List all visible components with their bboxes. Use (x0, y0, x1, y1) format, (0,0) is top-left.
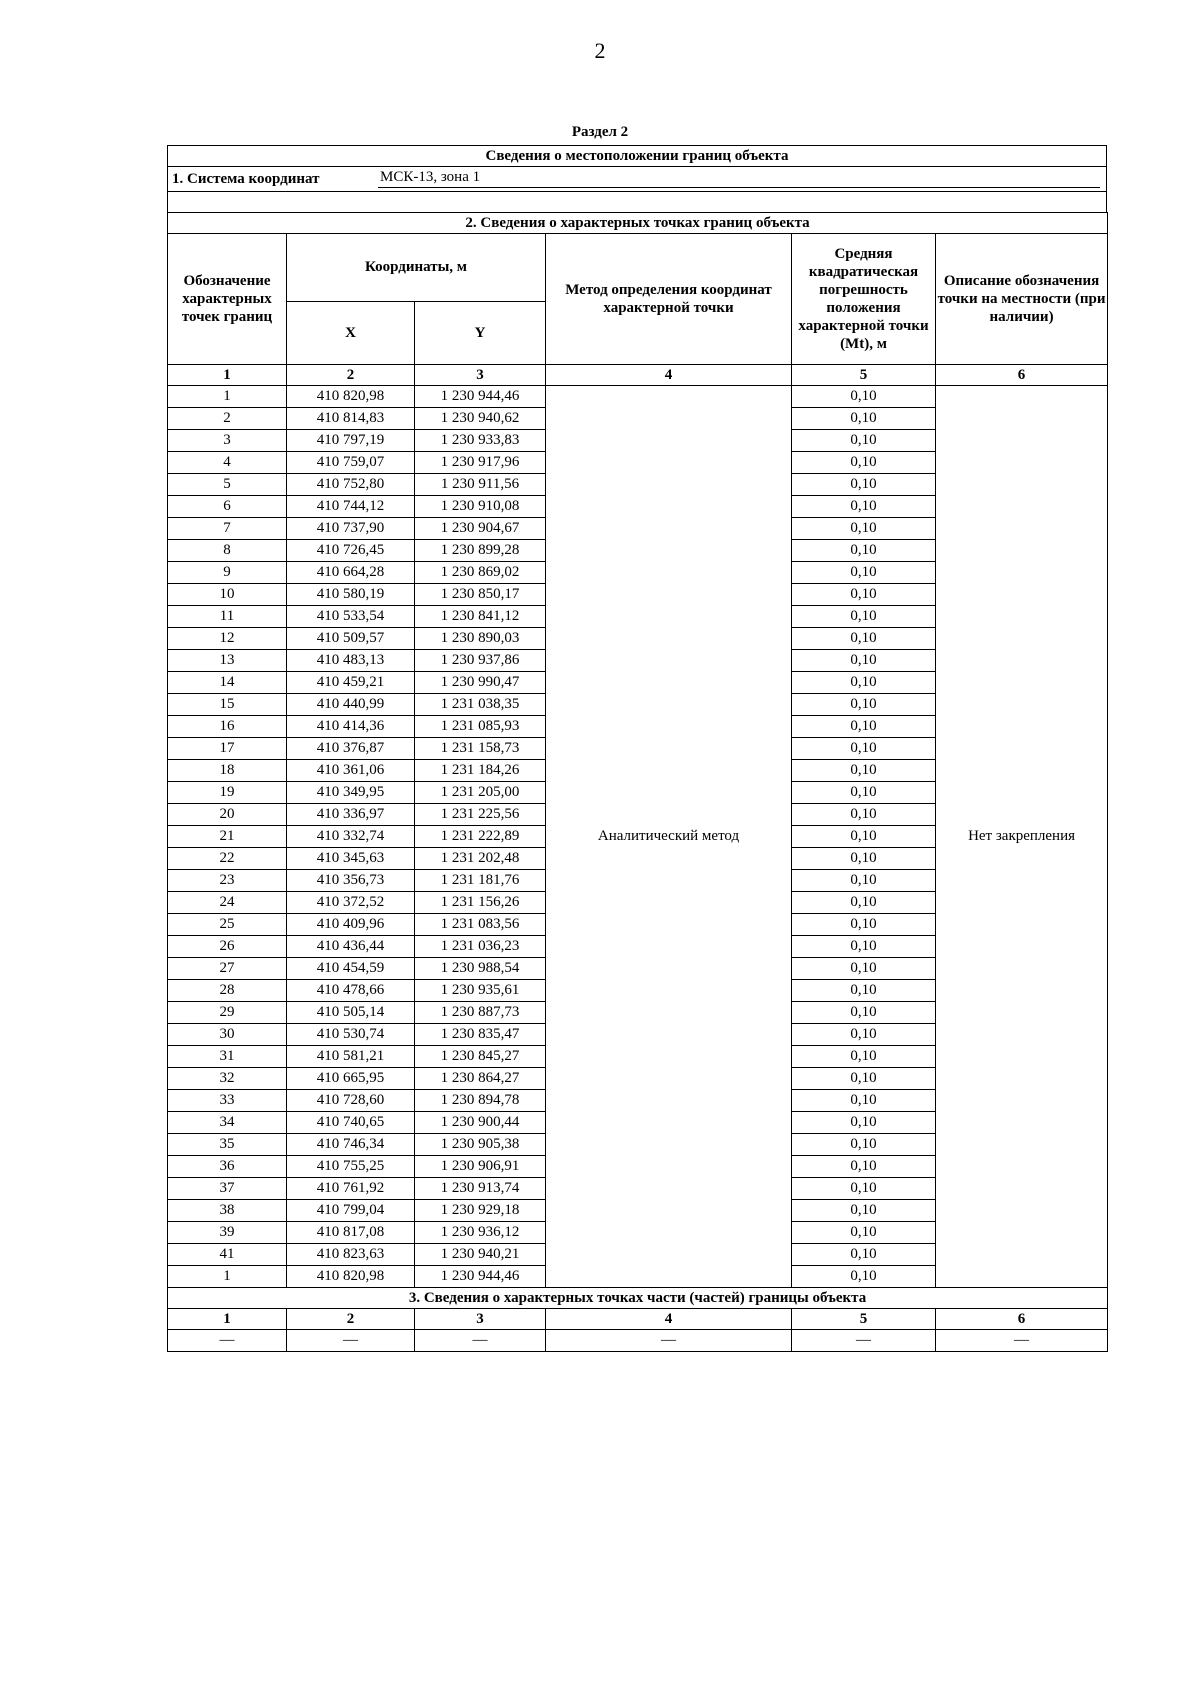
point-x: 410 332,74 (287, 826, 415, 848)
col-number: 1 (168, 365, 287, 386)
point-number: 20 (168, 804, 287, 826)
point-number: 16 (168, 716, 287, 738)
dash-cell: — (415, 1330, 546, 1352)
header-description: Описание обозначения точки на местности (при наличии) (936, 234, 1108, 365)
point-y: 1 230 933,83 (415, 430, 546, 452)
parts-column-numbers-row (168, 1309, 1108, 1330)
point-x: 410 533,54 (287, 606, 415, 628)
point-mt: 0,10 (792, 870, 936, 892)
point-mt: 0,10 (792, 518, 936, 540)
point-mt: 0,10 (792, 716, 936, 738)
point-y: 1 231 184,26 (415, 760, 546, 782)
point-y: 1 230 869,02 (415, 562, 546, 584)
point-mt: 0,10 (792, 496, 936, 518)
point-x: 410 349,95 (287, 782, 415, 804)
header-y: Y (415, 301, 546, 365)
point-number: 6 (168, 496, 287, 518)
point-x: 410 409,96 (287, 914, 415, 936)
point-number: 2 (168, 408, 287, 430)
col-number: 2 (287, 1309, 415, 1330)
col-number: 3 (415, 1309, 546, 1330)
point-y: 1 230 917,96 (415, 452, 546, 474)
point-mt: 0,10 (792, 1024, 936, 1046)
point-mt: 0,10 (792, 650, 936, 672)
point-mt: 0,10 (792, 386, 936, 408)
dash-cell: — (936, 1330, 1108, 1352)
point-mt: 0,10 (792, 408, 936, 430)
point-x: 410 505,14 (287, 1002, 415, 1024)
point-x: 410 746,34 (287, 1134, 415, 1156)
point-number: 23 (168, 870, 287, 892)
blank-row (168, 191, 1106, 212)
point-mt: 0,10 (792, 562, 936, 584)
dash-cell: — (287, 1330, 415, 1352)
points-table (167, 212, 1108, 1352)
point-mt: 0,10 (792, 1222, 936, 1244)
point-y: 1 230 894,78 (415, 1090, 546, 1112)
point-x: 410 454,59 (287, 958, 415, 980)
point-y: 1 230 988,54 (415, 958, 546, 980)
point-y: 1 231 202,48 (415, 848, 546, 870)
col-number: 1 (168, 1309, 287, 1330)
col-number: 6 (936, 1309, 1108, 1330)
parts-empty-row (168, 1330, 1108, 1352)
location-header (167, 145, 1107, 212)
col-number: 3 (415, 365, 546, 386)
point-mt: 0,10 (792, 980, 936, 1002)
point-y: 1 231 156,26 (415, 892, 546, 914)
col-number: 6 (936, 365, 1108, 386)
point-x: 410 799,04 (287, 1200, 415, 1222)
coord-system-row (168, 167, 1106, 191)
points-title: 2. Сведения о характерных точках границ объекта (168, 213, 1108, 234)
point-x: 410 581,21 (287, 1046, 415, 1068)
document-table-wrap (167, 145, 1107, 1352)
point-number: 39 (168, 1222, 287, 1244)
point-mt: 0,10 (792, 738, 936, 760)
col-number: 4 (546, 1309, 792, 1330)
point-y: 1 230 841,12 (415, 606, 546, 628)
point-mt: 0,10 (792, 826, 936, 848)
point-y: 1 230 906,91 (415, 1156, 546, 1178)
point-number: 13 (168, 650, 287, 672)
point-mt: 0,10 (792, 1200, 936, 1222)
point-x: 410 744,12 (287, 496, 415, 518)
header-method: Метод определения координат характерной точки (546, 234, 792, 365)
point-mt: 0,10 (792, 1156, 936, 1178)
point-y: 1 231 038,35 (415, 694, 546, 716)
point-mt: 0,10 (792, 474, 936, 496)
point-number: 38 (168, 1200, 287, 1222)
point-x: 410 376,87 (287, 738, 415, 760)
point-x: 410 755,25 (287, 1156, 415, 1178)
point-mt: 0,10 (792, 1134, 936, 1156)
point-number: 5 (168, 474, 287, 496)
point-x: 410 665,95 (287, 1068, 415, 1090)
point-y: 1 230 937,86 (415, 650, 546, 672)
point-number: 21 (168, 826, 287, 848)
point-mt: 0,10 (792, 1112, 936, 1134)
point-number: 7 (168, 518, 287, 540)
point-number: 10 (168, 584, 287, 606)
point-mt: 0,10 (792, 936, 936, 958)
point-y: 1 231 083,56 (415, 914, 546, 936)
point-x: 410 737,90 (287, 518, 415, 540)
point-number: 19 (168, 782, 287, 804)
parts-title: 3. Сведения о характерных точках части (частей) границы объекта (168, 1288, 1108, 1309)
point-y: 1 230 929,18 (415, 1200, 546, 1222)
point-x: 410 817,08 (287, 1222, 415, 1244)
point-x: 410 436,44 (287, 936, 415, 958)
col-number: 2 (287, 365, 415, 386)
point-mt: 0,10 (792, 1178, 936, 1200)
point-number: 3 (168, 430, 287, 452)
point-x: 410 728,60 (287, 1090, 415, 1112)
table-row (168, 386, 1108, 408)
point-number: 27 (168, 958, 287, 980)
description-cell: Нет закрепления (936, 386, 1108, 1288)
method-cell: Аналитический метод (546, 386, 792, 1288)
point-x: 410 345,63 (287, 848, 415, 870)
coord-system-label: 1. Система координат (172, 171, 320, 187)
point-number: 4 (168, 452, 287, 474)
point-number: 30 (168, 1024, 287, 1046)
point-number: 18 (168, 760, 287, 782)
coord-system-value: МСК-13, зона 1 (378, 167, 1100, 188)
point-x: 410 761,92 (287, 1178, 415, 1200)
point-x: 410 726,45 (287, 540, 415, 562)
point-number: 17 (168, 738, 287, 760)
location-title: Сведения о местоположении границ объекта (168, 146, 1106, 167)
point-y: 1 230 936,12 (415, 1222, 546, 1244)
point-number: 12 (168, 628, 287, 650)
point-y: 1 230 935,61 (415, 980, 546, 1002)
point-mt: 0,10 (792, 914, 936, 936)
point-x: 410 752,80 (287, 474, 415, 496)
point-y: 1 230 850,17 (415, 584, 546, 606)
point-x: 410 814,83 (287, 408, 415, 430)
point-number: 1 (168, 1266, 287, 1288)
point-y: 1 230 944,46 (415, 386, 546, 408)
point-x: 410 483,13 (287, 650, 415, 672)
point-number: 22 (168, 848, 287, 870)
page-number: 2 (594, 38, 606, 63)
point-number: 29 (168, 1002, 287, 1024)
point-mt: 0,10 (792, 694, 936, 716)
point-number: 11 (168, 606, 287, 628)
point-number: 37 (168, 1178, 287, 1200)
point-y: 1 231 085,93 (415, 716, 546, 738)
point-y: 1 230 887,73 (415, 1002, 546, 1024)
point-x: 410 530,74 (287, 1024, 415, 1046)
point-mt: 0,10 (792, 540, 936, 562)
point-mt: 0,10 (792, 958, 936, 980)
section-title: Раздел 2 (571, 124, 629, 140)
point-x: 410 740,65 (287, 1112, 415, 1134)
point-y: 1 230 890,03 (415, 628, 546, 650)
point-number: 34 (168, 1112, 287, 1134)
point-mt: 0,10 (792, 628, 936, 650)
point-x: 410 580,19 (287, 584, 415, 606)
point-number: 41 (168, 1244, 287, 1266)
point-number: 26 (168, 936, 287, 958)
point-number: 9 (168, 562, 287, 584)
point-x: 410 820,98 (287, 386, 415, 408)
point-y: 1 231 222,89 (415, 826, 546, 848)
point-x: 410 336,97 (287, 804, 415, 826)
point-y: 1 230 845,27 (415, 1046, 546, 1068)
point-y: 1 231 036,23 (415, 936, 546, 958)
point-mt: 0,10 (792, 584, 936, 606)
header-designation: Обозначение характерных точек границ (168, 234, 287, 365)
point-x: 410 440,99 (287, 694, 415, 716)
col-number: 5 (792, 365, 936, 386)
point-x: 410 356,73 (287, 870, 415, 892)
header-error: Средняя квадратическая погрешность положения характерной точки (Mt), м (792, 234, 936, 365)
point-x: 410 820,98 (287, 1266, 415, 1288)
header-x: X (287, 301, 415, 365)
point-x: 410 509,57 (287, 628, 415, 650)
point-mt: 0,10 (792, 1046, 936, 1068)
point-mt: 0,10 (792, 782, 936, 804)
point-mt: 0,10 (792, 848, 936, 870)
point-y: 1 231 225,56 (415, 804, 546, 826)
point-mt: 0,10 (792, 804, 936, 826)
point-x: 410 414,36 (287, 716, 415, 738)
column-numbers-row (168, 365, 1108, 386)
point-number: 8 (168, 540, 287, 562)
point-number: 33 (168, 1090, 287, 1112)
point-y: 1 230 940,62 (415, 408, 546, 430)
point-x: 410 797,19 (287, 430, 415, 452)
header-coordinates: Координаты, м (287, 234, 546, 302)
col-number: 4 (546, 365, 792, 386)
dash-cell: — (792, 1330, 936, 1352)
point-y: 1 231 181,76 (415, 870, 546, 892)
point-x: 410 823,63 (287, 1244, 415, 1266)
point-number: 14 (168, 672, 287, 694)
point-number: 24 (168, 892, 287, 914)
point-number: 36 (168, 1156, 287, 1178)
point-number: 31 (168, 1046, 287, 1068)
point-y: 1 230 905,38 (415, 1134, 546, 1156)
point-number: 32 (168, 1068, 287, 1090)
point-number: 35 (168, 1134, 287, 1156)
point-number: 28 (168, 980, 287, 1002)
point-y: 1 231 158,73 (415, 738, 546, 760)
point-y: 1 230 911,56 (415, 474, 546, 496)
point-x: 410 664,28 (287, 562, 415, 584)
point-mt: 0,10 (792, 1244, 936, 1266)
point-mt: 0,10 (792, 1068, 936, 1090)
point-y: 1 230 904,67 (415, 518, 546, 540)
col-number: 5 (792, 1309, 936, 1330)
point-y: 1 230 990,47 (415, 672, 546, 694)
point-mt: 0,10 (792, 430, 936, 452)
point-x: 410 459,21 (287, 672, 415, 694)
dash-cell: — (168, 1330, 287, 1352)
point-y: 1 231 205,00 (415, 782, 546, 804)
points-body (168, 386, 1108, 1288)
point-mt: 0,10 (792, 606, 936, 628)
dash-cell: — (546, 1330, 792, 1352)
point-y: 1 230 899,28 (415, 540, 546, 562)
point-y: 1 230 910,08 (415, 496, 546, 518)
point-number: 1 (168, 386, 287, 408)
point-x: 410 361,06 (287, 760, 415, 782)
point-y: 1 230 900,44 (415, 1112, 546, 1134)
point-mt: 0,10 (792, 892, 936, 914)
point-x: 410 372,52 (287, 892, 415, 914)
point-mt: 0,10 (792, 1002, 936, 1024)
point-x: 410 478,66 (287, 980, 415, 1002)
point-number: 25 (168, 914, 287, 936)
point-mt: 0,10 (792, 1266, 936, 1288)
point-y: 1 230 940,21 (415, 1244, 546, 1266)
point-number: 15 (168, 694, 287, 716)
point-y: 1 230 944,46 (415, 1266, 546, 1288)
point-mt: 0,10 (792, 1090, 936, 1112)
point-y: 1 230 913,74 (415, 1178, 546, 1200)
point-y: 1 230 835,47 (415, 1024, 546, 1046)
point-mt: 0,10 (792, 672, 936, 694)
point-x: 410 759,07 (287, 452, 415, 474)
point-y: 1 230 864,27 (415, 1068, 546, 1090)
point-mt: 0,10 (792, 760, 936, 782)
point-mt: 0,10 (792, 452, 936, 474)
